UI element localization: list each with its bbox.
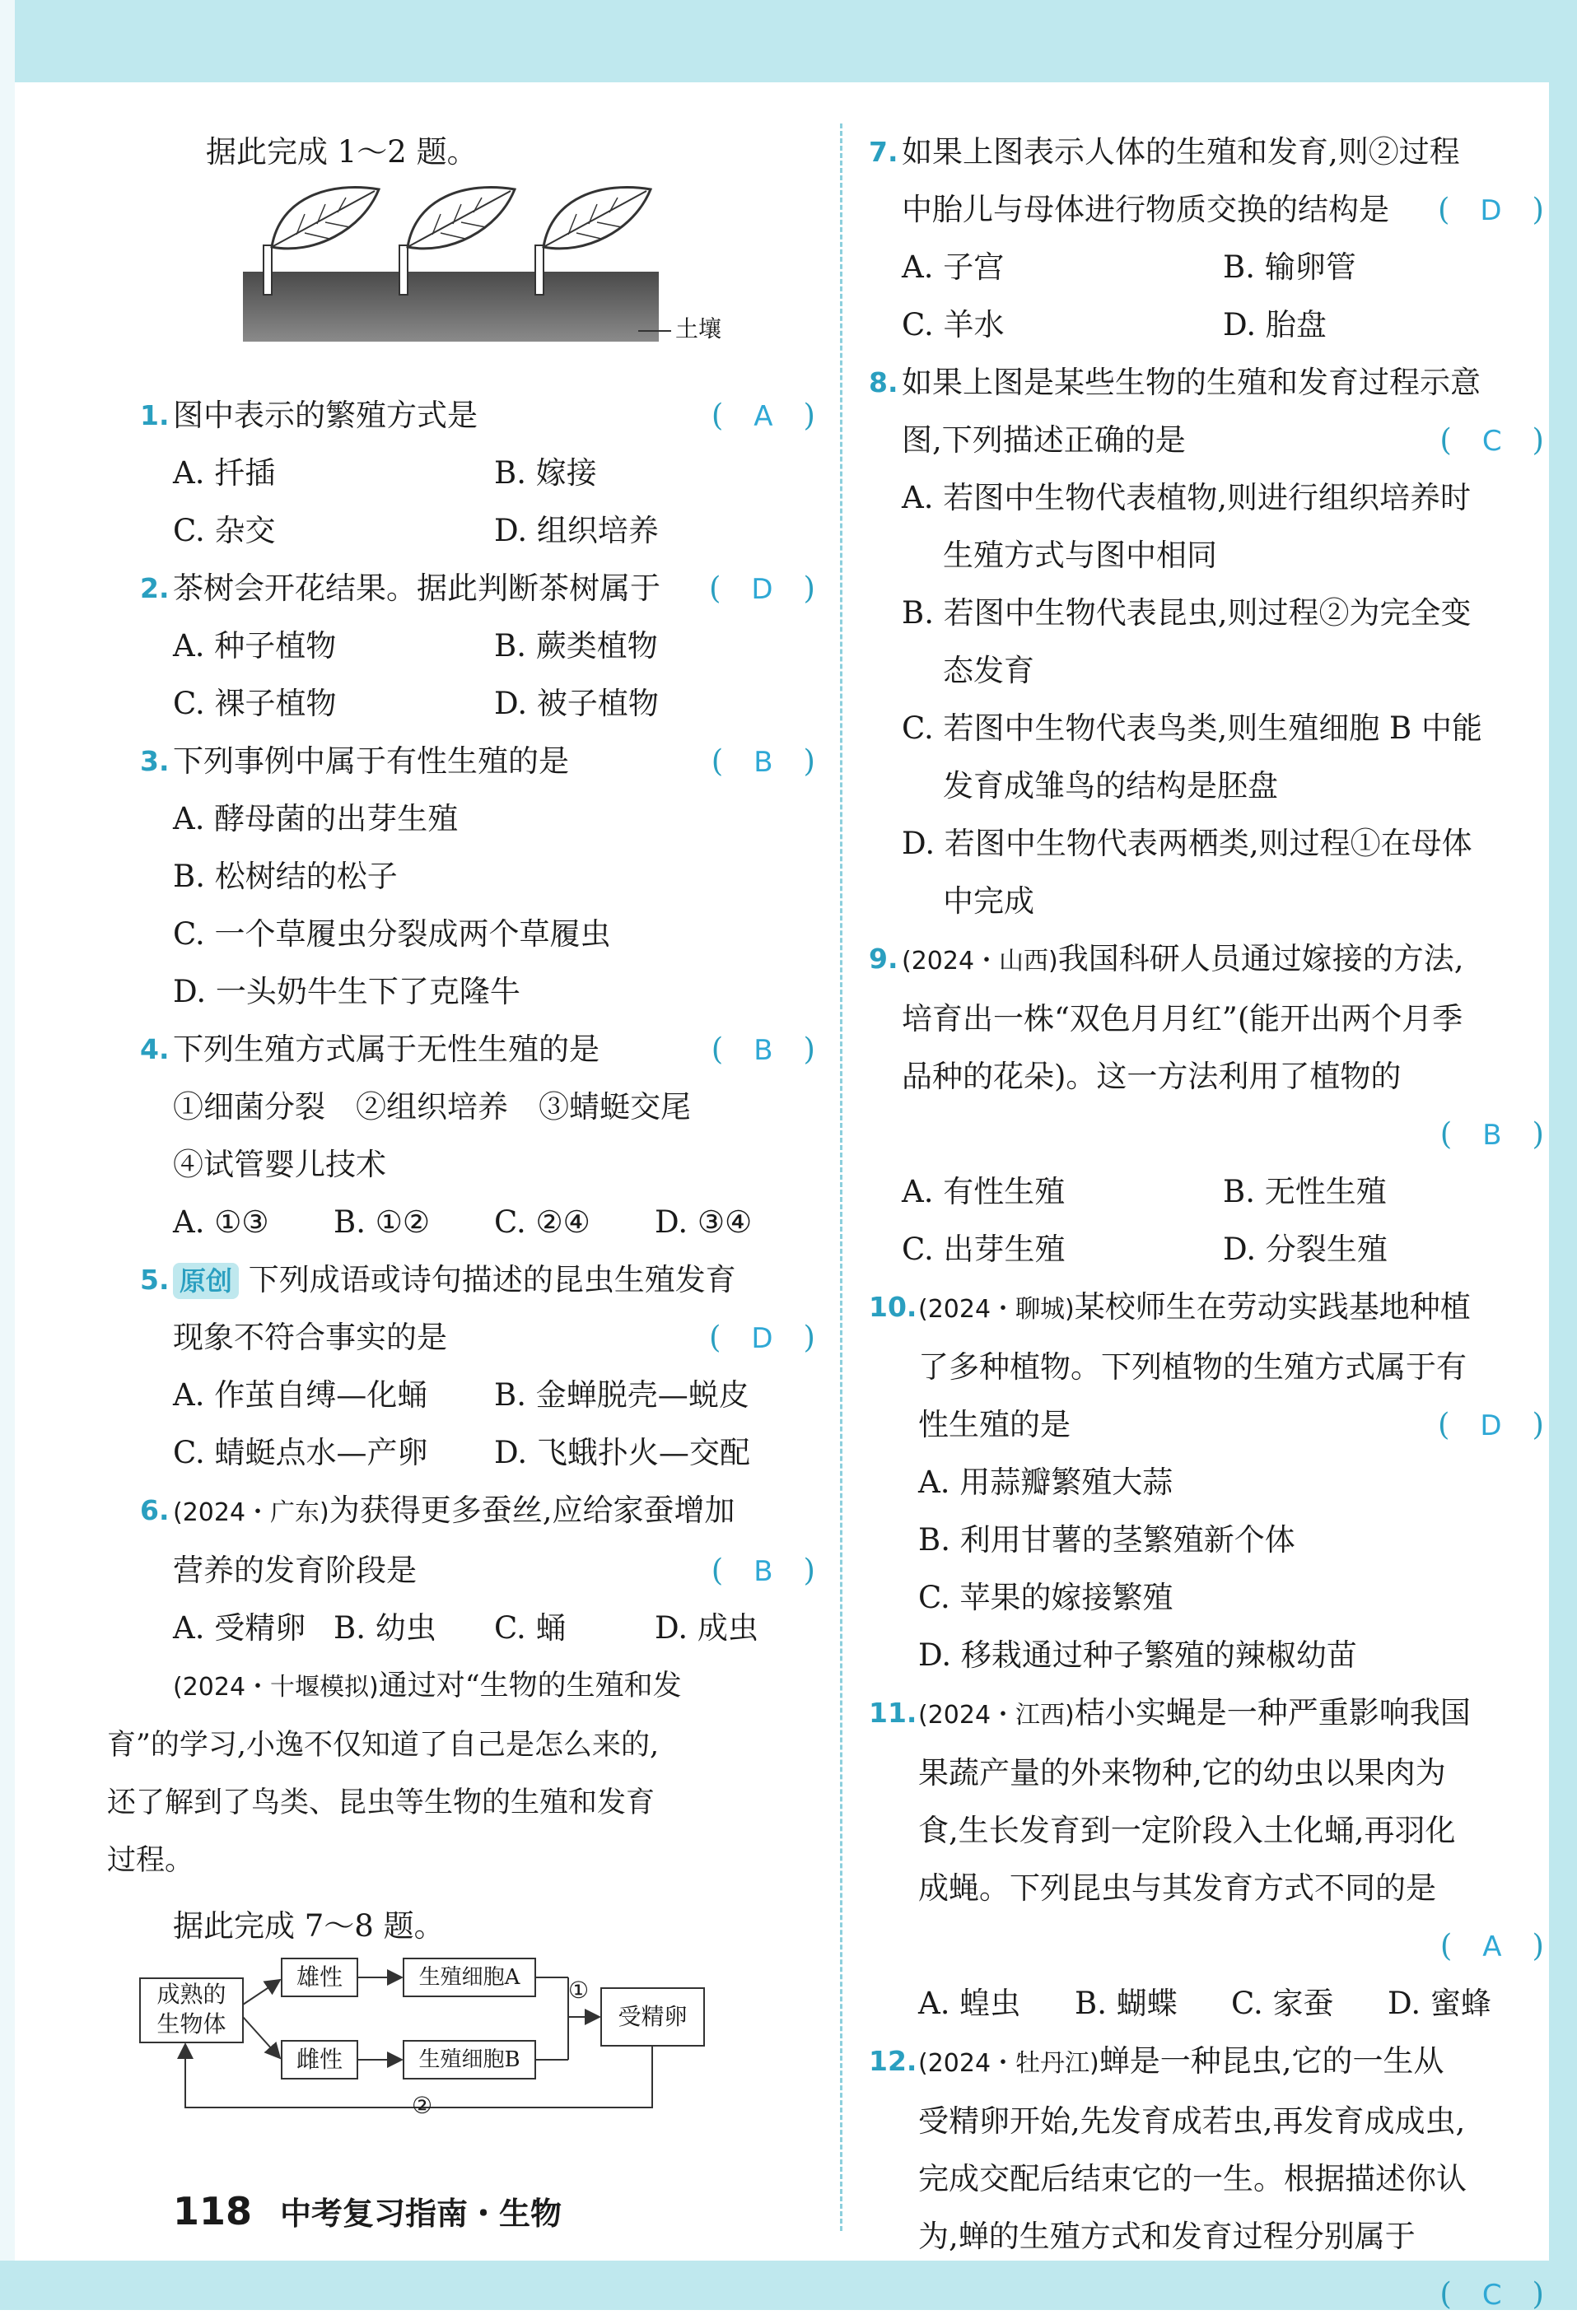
option-c-line-2: 发育成雏鸟的结构是胚盘 <box>943 768 1278 803</box>
top-band <box>0 0 1577 82</box>
question-number: 1. <box>140 399 170 431</box>
question-text-2: 图,下列描述正确的是 <box>902 422 1186 458</box>
question-number: 3. <box>140 745 170 777</box>
reproduction-diagram <box>107 1955 782 2120</box>
question-7 <box>869 123 1544 181</box>
question-12 <box>869 2033 1544 2093</box>
option-d: D. 分裂生殖 <box>1223 1232 1388 1267</box>
question-number: 9. <box>869 943 898 975</box>
question-4 <box>140 1021 815 1078</box>
option-d: D. 一头奶牛生下了克隆牛 <box>173 974 520 1009</box>
question-number: 12. <box>869 2045 917 2077</box>
column-divider <box>840 123 842 2231</box>
option-a-line-2: 生殖方式与图中相同 <box>943 538 1217 573</box>
passage-text-2: 育”的学习,小逸不仅知道了自己是怎么来的, <box>107 1729 660 1762</box>
answer: A <box>1482 1930 1502 1963</box>
options <box>869 239 1544 296</box>
question-text-2: 培育出一株“双色月月红”(能开出两个月季 <box>902 1001 1463 1036</box>
options <box>140 502 815 560</box>
items-line-2: ④试管婴儿技术 <box>173 1147 386 1182</box>
question-10-cont <box>869 1396 1544 1454</box>
cell-a-label: 生殖细胞A <box>418 1965 520 1990</box>
answer-bracket: ( B ) <box>711 1553 815 1588</box>
question-text-3: 性生殖的是 <box>918 1407 1071 1442</box>
question-text-1: 某校师生在劳动实践基地种植 <box>1074 1289 1471 1325</box>
answer-bracket: ( B ) <box>711 743 815 779</box>
options <box>140 617 815 675</box>
intro-2: 据此完成 7～8 题。 <box>173 1908 445 1944</box>
answer-bracket: ( D ) <box>708 571 815 606</box>
question-12-answer-row <box>869 2266 1544 2323</box>
answer-bracket: ( D ) <box>708 1320 815 1355</box>
question-6-cont <box>140 1542 815 1600</box>
answer: C <box>1481 2279 1502 2312</box>
option-a: A. 蝗虫 <box>918 1986 1021 2021</box>
option-a: A. 作茧自缚—化蛹 <box>173 1377 428 1413</box>
option-a: A. 子宫 <box>902 249 1005 285</box>
right-column <box>869 123 1544 2323</box>
option-b-line-1: B. 若图中生物代表昆虫,则过程②为完全变 <box>902 595 1472 631</box>
question-text: 下列事例中属于有性生殖的是 <box>173 743 569 779</box>
original-tag: 原创 <box>173 1263 239 1299</box>
answer: B <box>754 1034 773 1067</box>
question-number: 4. <box>140 1033 170 1065</box>
option-a: A. 受精卵 <box>173 1610 306 1646</box>
male-label: 雄性 <box>296 1963 343 1991</box>
option-b: B. 嫁接 <box>494 455 597 491</box>
option-d: D. 移栽通过种子繁殖的辣椒幼苗 <box>918 1637 1357 1673</box>
question-text-2: 营养的发育阶段是 <box>173 1553 417 1588</box>
question-11-answer-row <box>869 1917 1544 1975</box>
option-b: B. 金蝉脱壳—蜕皮 <box>494 1377 749 1413</box>
answer-bracket: ( C ) <box>1439 422 1544 458</box>
answer-bracket: ( D ) <box>1437 1407 1544 1442</box>
option-d: D. 被子植物 <box>494 686 659 721</box>
left-column <box>107 123 815 2120</box>
option-c: C. ②④ <box>494 1204 590 1240</box>
option-b: B. 输卵管 <box>1223 249 1356 285</box>
question-number: 10. <box>869 1291 917 1323</box>
answer: A <box>754 400 773 433</box>
question-text: 茶树会开花结果。据此判断茶树属于 <box>173 571 660 606</box>
passage-text-4: 过程。 <box>107 1844 194 1877</box>
option-d-line-1: D. 若图中生物代表两栖类,则过程①在母体 <box>902 826 1472 861</box>
question-5-cont <box>140 1309 815 1367</box>
option-b: B. 蕨类植物 <box>494 628 658 664</box>
question-8-cont <box>869 412 1544 469</box>
question-11 <box>869 1684 1544 1744</box>
cuttings-illustration <box>140 181 815 387</box>
question-9 <box>869 930 1544 990</box>
answer-bracket: ( D ) <box>1437 192 1544 227</box>
answer: B <box>1482 1119 1502 1152</box>
options <box>869 1163 1544 1221</box>
source: (2024・聊城) <box>918 1295 1075 1324</box>
question-number: 2. <box>140 572 170 604</box>
question-text-1: 我国科研人员通过嫁接的方法, <box>1057 941 1464 976</box>
figure-cuttings <box>140 181 815 387</box>
option-b-line-2: 态发育 <box>943 653 1034 688</box>
option-c: C. 出芽生殖 <box>902 1232 1066 1267</box>
option-c: C. 苹果的嫁接繁殖 <box>918 1580 1173 1615</box>
source: (2024・广东) <box>173 1498 329 1527</box>
options <box>140 1194 815 1251</box>
question-2 <box>140 560 815 617</box>
source: (2024・江西) <box>918 1701 1075 1730</box>
question-text-4: 成蝇。下列昆虫与其发育方式不同的是 <box>918 1870 1436 1906</box>
question-text: 下列生殖方式属于无性生殖的是 <box>173 1032 600 1067</box>
answer-bracket: ( C ) <box>1439 2276 1544 2312</box>
option-b: B. 无性生殖 <box>1223 1174 1387 1209</box>
option-a: A. 有性生殖 <box>902 1174 1066 1209</box>
answer: D <box>1480 194 1502 227</box>
question-text-1: 下列成语或诗句描述的昆虫生殖发育 <box>248 1262 736 1297</box>
options <box>140 1424 815 1482</box>
question-1 <box>140 387 815 445</box>
answer: D <box>751 573 773 606</box>
step-1-label: ① <box>568 1977 590 2004</box>
option-c: C. 羊水 <box>902 307 1005 342</box>
right-band <box>1549 0 1577 2310</box>
question-text-2: 了多种植物。下列植物的生殖方式属于有 <box>918 1349 1467 1385</box>
page-footer <box>173 2188 562 2233</box>
options <box>140 445 815 502</box>
source: (2024・山西) <box>902 947 1058 976</box>
option-d: D. ③④ <box>655 1204 753 1240</box>
option-a: A. 种子植物 <box>173 628 337 664</box>
option-d: D. 组织培养 <box>494 513 659 548</box>
option-d: D. 成虫 <box>655 1610 758 1646</box>
question-7-cont <box>869 181 1544 239</box>
answer-bracket: ( A ) <box>1439 1928 1544 1963</box>
option-a: A. 扦插 <box>173 455 276 491</box>
option-a: A. 酵母菌的出芽生殖 <box>173 801 459 836</box>
question-text-3: 品种的花朵)。这一方法利用了植物的 <box>902 1059 1402 1094</box>
left-strip <box>0 0 15 2310</box>
options <box>140 1600 815 1657</box>
question-10 <box>869 1278 1544 1339</box>
option-b: B. 幼虫 <box>334 1610 436 1646</box>
answer: D <box>1480 1409 1502 1442</box>
question-text-4: 为,蝉的生殖方式和发育过程分别属于 <box>918 2219 1416 2254</box>
passage <box>107 1657 815 1889</box>
zygote-label: 受精卵 <box>618 2003 688 2030</box>
question-number: 8. <box>869 366 898 398</box>
intro-1: 据此完成 1～2 题。 <box>206 134 478 170</box>
question-5 <box>140 1251 815 1309</box>
passage-text-3: 还了解到了鸟类、昆虫等生物的生殖和发育 <box>107 1786 656 1819</box>
answer-bracket: ( A ) <box>711 398 815 433</box>
soil <box>243 272 659 342</box>
option-c: C. 裸子植物 <box>173 686 337 721</box>
option-c: C. 一个草履虫分裂成两个草履虫 <box>173 916 611 952</box>
answer-bracket: ( B ) <box>711 1032 815 1067</box>
options <box>869 296 1544 354</box>
answer: D <box>751 1322 773 1355</box>
option-b: B. 蝴蝶 <box>1075 1986 1178 2021</box>
options <box>140 675 815 733</box>
cell-b-label: 生殖细胞B <box>418 2047 520 2072</box>
passage-source: (2024・十堰模拟) <box>173 1673 379 1702</box>
question-number: 7. <box>869 136 898 168</box>
source: (2024・牡丹江) <box>918 2049 1099 2078</box>
question-number: 5. <box>140 1264 170 1296</box>
question-text-1: 如果上图是某些生物的生殖和发育过程示意 <box>902 365 1481 400</box>
question-3 <box>140 733 815 790</box>
question-text: 图中表示的繁殖方式是 <box>173 398 478 433</box>
question-text-2: 受精卵开始,先发育成若虫,再发育成成虫, <box>918 2103 1466 2139</box>
option-c-line-1: C. 若图中生物代表鸟类,则生殖细胞 B 中能 <box>902 710 1482 746</box>
options <box>869 1221 1544 1278</box>
option-a: A. ①③ <box>173 1204 269 1240</box>
options <box>869 1975 1544 2033</box>
question-text-3: 食,生长发育到一定阶段入土化蛹,再羽化 <box>918 1813 1456 1848</box>
option-a-line-1: A. 若图中生物代表植物,则进行组织培养时 <box>902 480 1472 515</box>
option-b: B. 利用甘薯的茎繁殖新个体 <box>918 1522 1295 1558</box>
page-number: 118 <box>173 2189 253 2233</box>
option-c: C. 蜻蜓点水—产卵 <box>173 1435 428 1470</box>
answer: C <box>1481 425 1502 458</box>
option-d-line-2: 中完成 <box>943 883 1034 919</box>
option-d: D. 胎盘 <box>1223 307 1327 342</box>
option-c: C. 蛹 <box>494 1610 567 1646</box>
organism-label <box>140 1980 243 2039</box>
question-6 <box>140 1482 815 1542</box>
question-text-1: 为获得更多蚕丝,应给家蚕增加 <box>329 1493 735 1528</box>
question-8 <box>869 354 1544 412</box>
answer: B <box>754 1555 773 1588</box>
option-d: D. 蜜蜂 <box>1388 1986 1491 2021</box>
answer-bracket: ( B ) <box>1439 1116 1544 1152</box>
option-d: D. 飞蛾扑火—交配 <box>494 1435 750 1470</box>
options <box>140 1367 815 1424</box>
question-text-2: 现象不符合事实的是 <box>173 1320 447 1355</box>
step-2-label: ② <box>412 2092 433 2119</box>
organism-label-1: 成熟的 <box>156 1981 226 2008</box>
option-c: C. 杂交 <box>173 513 276 548</box>
option-a: A. 用蒜瓣繁殖大蒜 <box>918 1465 1173 1500</box>
question-text-2: 中胎儿与母体进行物质交换的结构是 <box>902 192 1389 227</box>
items-line-1: ①细菌分裂 ②组织培养 ③蜻蜓交尾 <box>173 1089 691 1125</box>
question-text-1: 蝉是一种昆虫,它的一生从 <box>1099 2043 1444 2079</box>
option-c: C. 家蚕 <box>1231 1986 1334 2021</box>
answer: B <box>754 746 773 779</box>
book-title: 中考复习指南・生物 <box>279 2195 562 2232</box>
question-text-3: 完成交配后结束它的一生。根据描述你认 <box>918 2161 1467 2196</box>
question-number: 11. <box>869 1697 917 1729</box>
question-number: 6. <box>140 1494 170 1526</box>
soil-label: 土壤 <box>675 315 722 342</box>
question-9-answer-row <box>869 1106 1544 1163</box>
question-text-1: 如果上图表示人体的生殖和发育,则②过程 <box>902 134 1460 170</box>
option-b: B. ①② <box>334 1204 431 1240</box>
female-label: 雌性 <box>296 2046 343 2073</box>
question-text-2: 果蔬产量的外来物种,它的幼虫以果肉为 <box>918 1755 1446 1791</box>
passage-text-1: 通过对“生物的生殖和发 <box>378 1670 682 1702</box>
option-b: B. 松树结的松子 <box>173 859 398 894</box>
question-text-1: 桔小实蝇是一种严重影响我国 <box>1074 1695 1471 1730</box>
organism-label-2: 生物体 <box>156 2010 226 2038</box>
